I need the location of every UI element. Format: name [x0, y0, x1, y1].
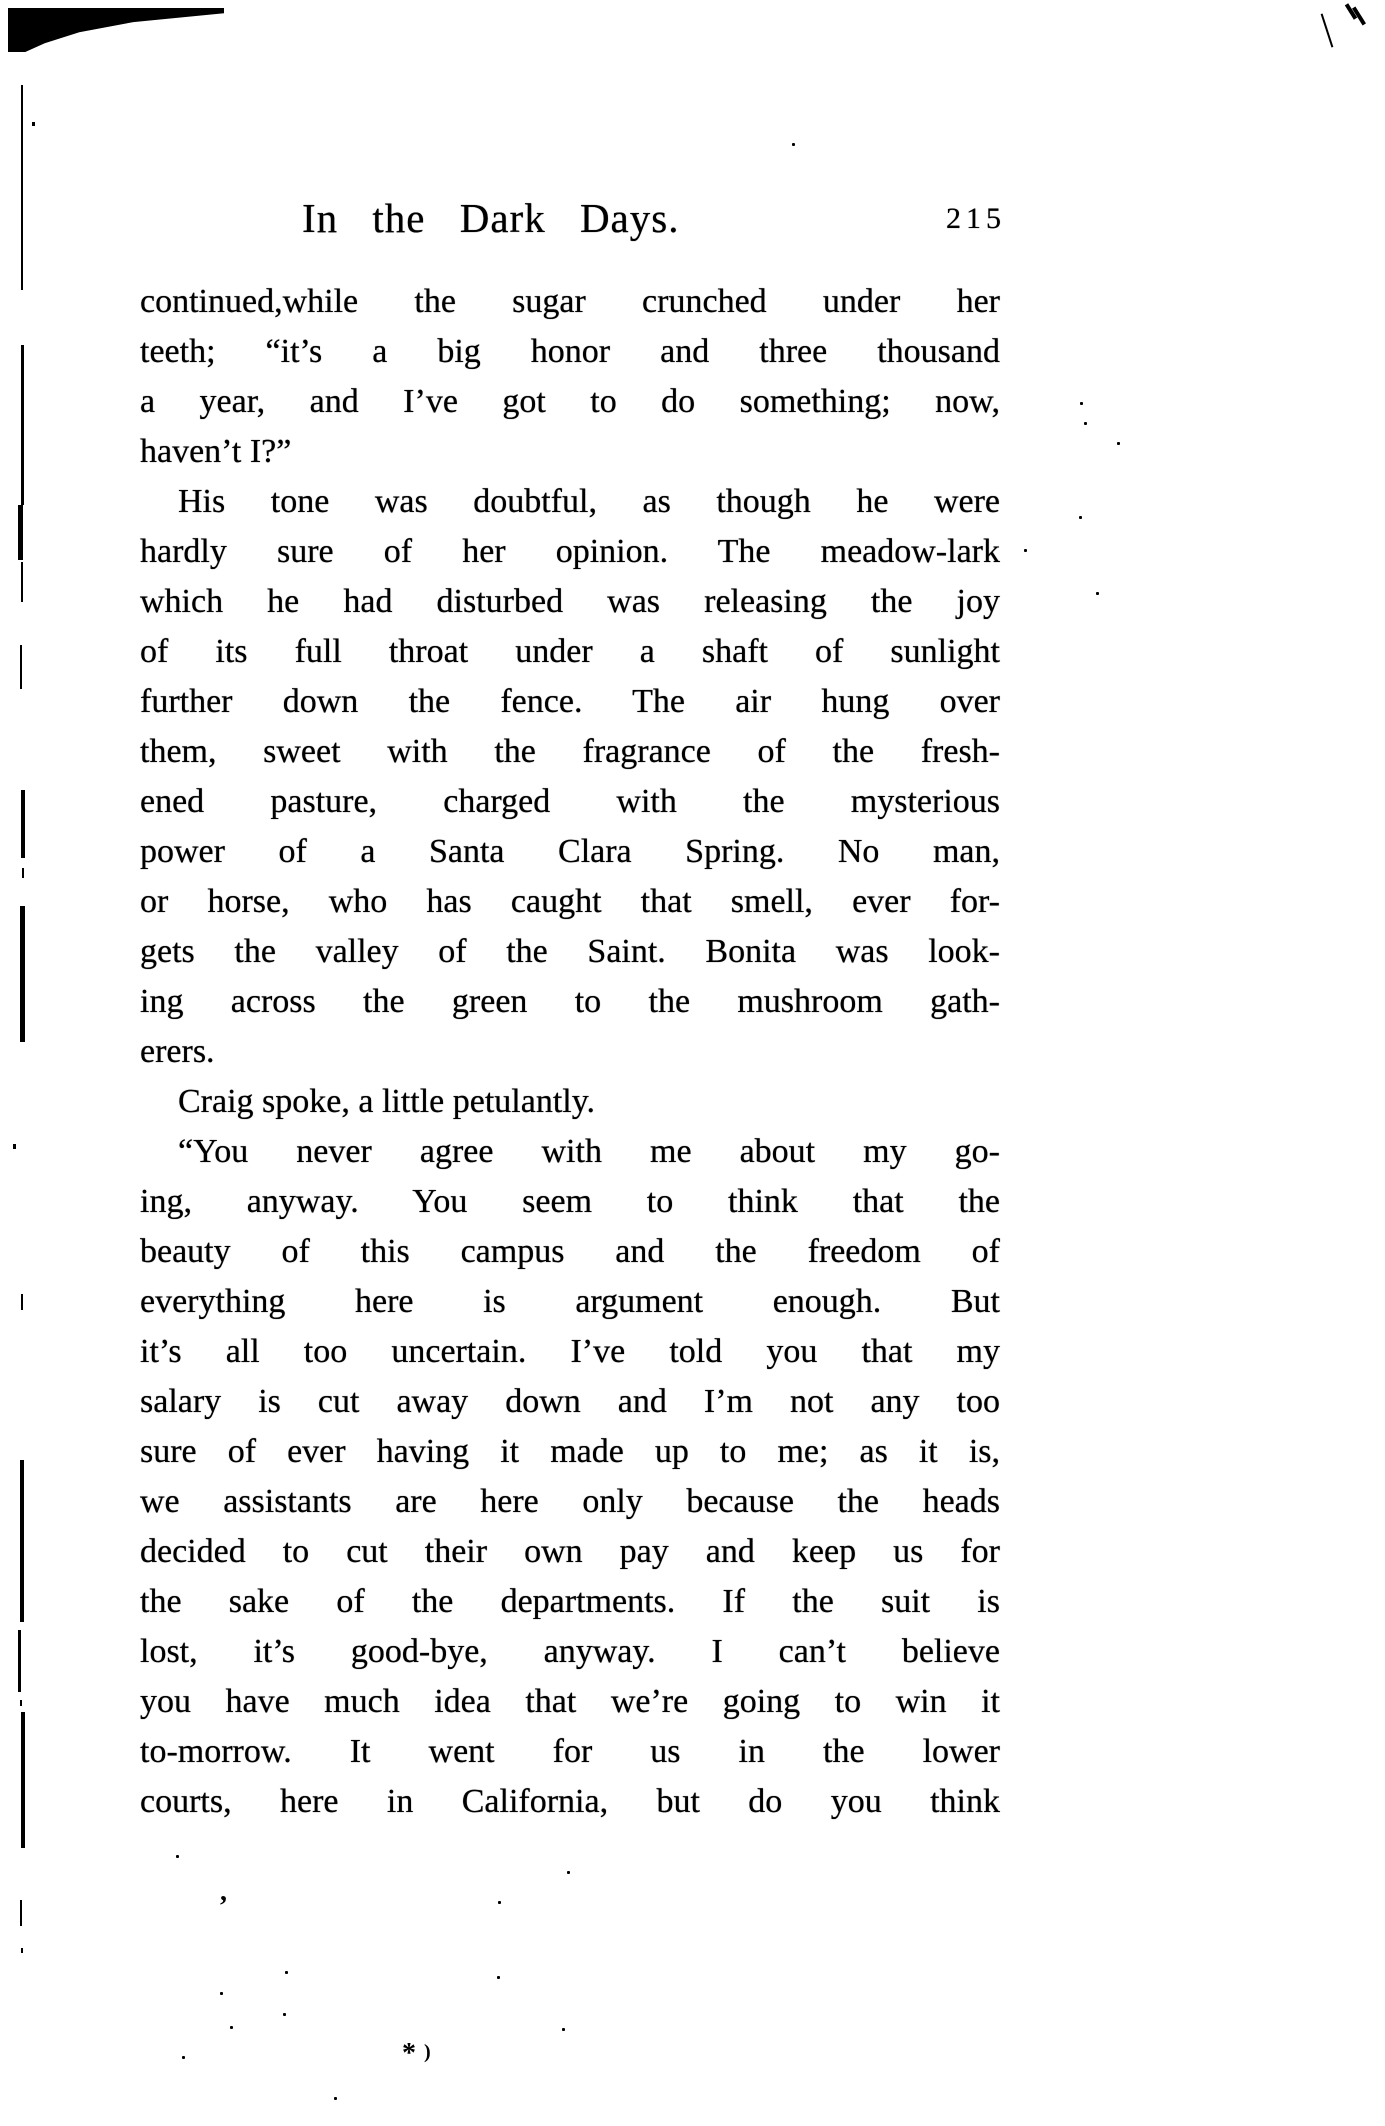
scan-smudge-top-left-icon [8, 8, 224, 52]
text-line: to-morrow. It went for us in the lower [140, 1733, 1000, 1770]
binding-mark [21, 1712, 25, 1848]
binding-mark [22, 868, 24, 878]
binding-mark [21, 562, 23, 602]
text-line: hardly sure of her opinion. The meadow-lark [140, 533, 1000, 570]
text-line: we assistants are here only because the heads [140, 1483, 1000, 1520]
speck [1096, 592, 1099, 595]
binding-mark [20, 1460, 24, 1622]
binding-mark [18, 505, 23, 560]
text-line: haven’t I?” [140, 433, 292, 470]
text-line: which he had disturbed was releasing the joy [140, 583, 1000, 620]
speck [334, 2097, 337, 2100]
text-line: you have much idea that we’re going to win it [140, 1683, 1000, 1720]
text-line: decided to cut their own pay and keep us for [140, 1533, 1000, 1570]
speck [220, 1992, 223, 1995]
binding-mark [20, 645, 22, 689]
text-line: everything here is argument enough. But [140, 1283, 1000, 1320]
speck [1079, 516, 1082, 519]
text-line: a year, and I’ve got to do something; now, [140, 383, 1000, 420]
binding-mark [21, 790, 25, 858]
ink-mark: ) [424, 2041, 431, 2063]
text-line: salary is cut away down and I’m not any too [140, 1383, 1000, 1420]
body-text-block [140, 277, 1000, 1827]
speck [182, 2056, 185, 2059]
text-line: power of a Santa Clara Spring. No man, [140, 833, 1000, 870]
speck [283, 2013, 286, 2016]
text-line: them, sweet with the fragrance of the fresh- [140, 733, 1000, 770]
text-line: teeth; “it’s a big honor and three thousand [140, 333, 1000, 370]
speck [285, 1971, 288, 1974]
text-line: beauty of this campus and the freedom of [140, 1233, 1000, 1270]
text-line: courts, here in California, but do you think [140, 1783, 1000, 1820]
text-line: it’s all too uncertain. I’ve told you that my [140, 1333, 1000, 1370]
running-header: In the Dark Days. [302, 195, 680, 241]
speck [1024, 549, 1027, 552]
speck [498, 1901, 501, 1904]
page-number: 215 [946, 202, 1006, 235]
text-line: further down the fence. The air hung over [140, 683, 1000, 720]
binding-mark [32, 122, 35, 126]
text-line: “You never agree with me about my go- [178, 1133, 1000, 1170]
binding-mark [21, 1948, 23, 1953]
text-line: gets the valley of the Saint. Bonita was look- [140, 933, 1000, 970]
text-line: ing, anyway. You seem to think that the [140, 1183, 1000, 1220]
text-line: continued,while the sugar crunched under her [140, 283, 1000, 320]
binding-mark [21, 1294, 23, 1310]
text-line: the sake of the departments. If the suit is [140, 1583, 1000, 1620]
slash-mark-icon [1321, 14, 1334, 48]
binding-mark [18, 1630, 21, 1692]
binding-mark [20, 1900, 22, 1926]
ink-mark: * [402, 2038, 416, 2069]
text-line: lost, it’s good-bye, anyway. I can’t believe [140, 1633, 1000, 1670]
speck [567, 1871, 570, 1874]
binding-mark [21, 85, 23, 290]
speck [1080, 402, 1083, 405]
speck [562, 2028, 565, 2031]
text-line: erers. [140, 1033, 215, 1070]
text-line: or horse, who has caught that smell, ever for- [140, 883, 1000, 920]
binding-mark [20, 1700, 22, 1706]
binding-mark [20, 906, 25, 1042]
speck [792, 143, 795, 146]
speck [176, 1855, 179, 1858]
text-line: ing across the green to the mushroom gath- [140, 983, 1000, 1020]
text-line: ened pasture, charged with the mysterious [140, 783, 1000, 820]
speck [230, 2026, 233, 2029]
ink-mark: , [220, 1876, 227, 1907]
speck [1117, 442, 1120, 445]
text-line: His tone was doubtful, as though he were [178, 483, 1000, 520]
speck [497, 1976, 500, 1979]
text-line: Craig spoke, a little petulantly. [178, 1083, 596, 1120]
text-line: sure of ever having it made up to me; as it is, [140, 1433, 1000, 1470]
speck [1084, 422, 1087, 425]
binding-mark [13, 1144, 16, 1149]
text-line: of its full throat under a shaft of sunlight [140, 633, 1000, 670]
binding-mark [21, 345, 24, 505]
